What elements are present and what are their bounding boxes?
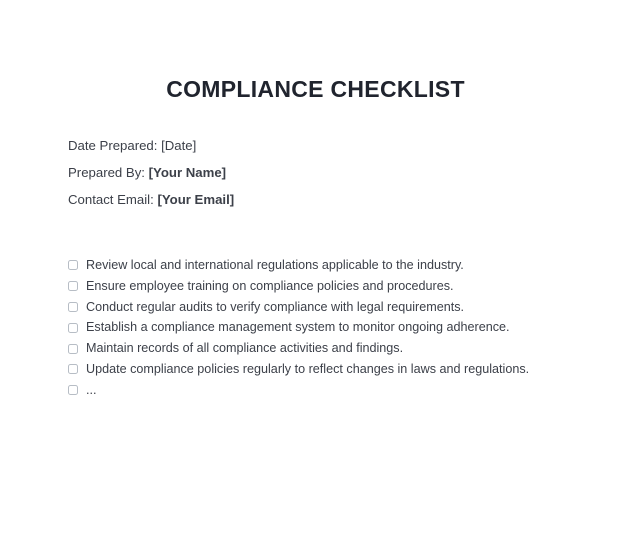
meta-label: Prepared By: [68,165,145,180]
checklist-item [68,338,631,359]
checklist-section [68,255,631,401]
checklist-item-label: Maintain records of all compliance activities and findings. [86,341,404,356]
checkbox[interactable] [68,281,78,291]
meta-row [68,186,631,213]
meta-label: Contact Email: [68,192,154,207]
checklist-item [68,380,631,401]
meta-row [68,159,631,186]
checklist-item [68,359,631,380]
checklist-item-label: Establish a compliance management system to monitor ongoing adherence. [86,320,510,335]
checkbox[interactable] [68,364,78,374]
checklist-item-label: Update compliance policies regularly to reflect changes in laws and regulations. [86,361,530,376]
checklist-item-label: ... [86,382,97,397]
checklist-item [68,317,631,338]
meta-section [68,132,631,213]
checklist-item-label: Review local and international regulations applicable to the industry. [86,258,464,272]
meta-value: [Your Name] [148,165,227,180]
checklist-item-label: Ensure employee training on compliance policies and procedures. [86,278,454,293]
checklist-item [68,297,631,318]
page-title: COMPLIANCE CHECKLIST [166,76,465,102]
meta-label: Date Prepared: [68,138,158,153]
meta-value: [Date] [161,138,197,153]
checklist-item-label: Conduct regular audits to verify compliance with legal requirements. [86,299,464,314]
meta-row [68,132,631,159]
checkbox[interactable] [68,344,78,354]
checkbox[interactable] [68,385,78,395]
meta-value: [Your Email] [157,192,235,207]
checkbox[interactable] [68,260,78,270]
checkbox[interactable] [68,302,78,312]
checklist-item [68,276,631,297]
checklist-item [68,255,631,276]
checkbox[interactable] [68,323,78,333]
